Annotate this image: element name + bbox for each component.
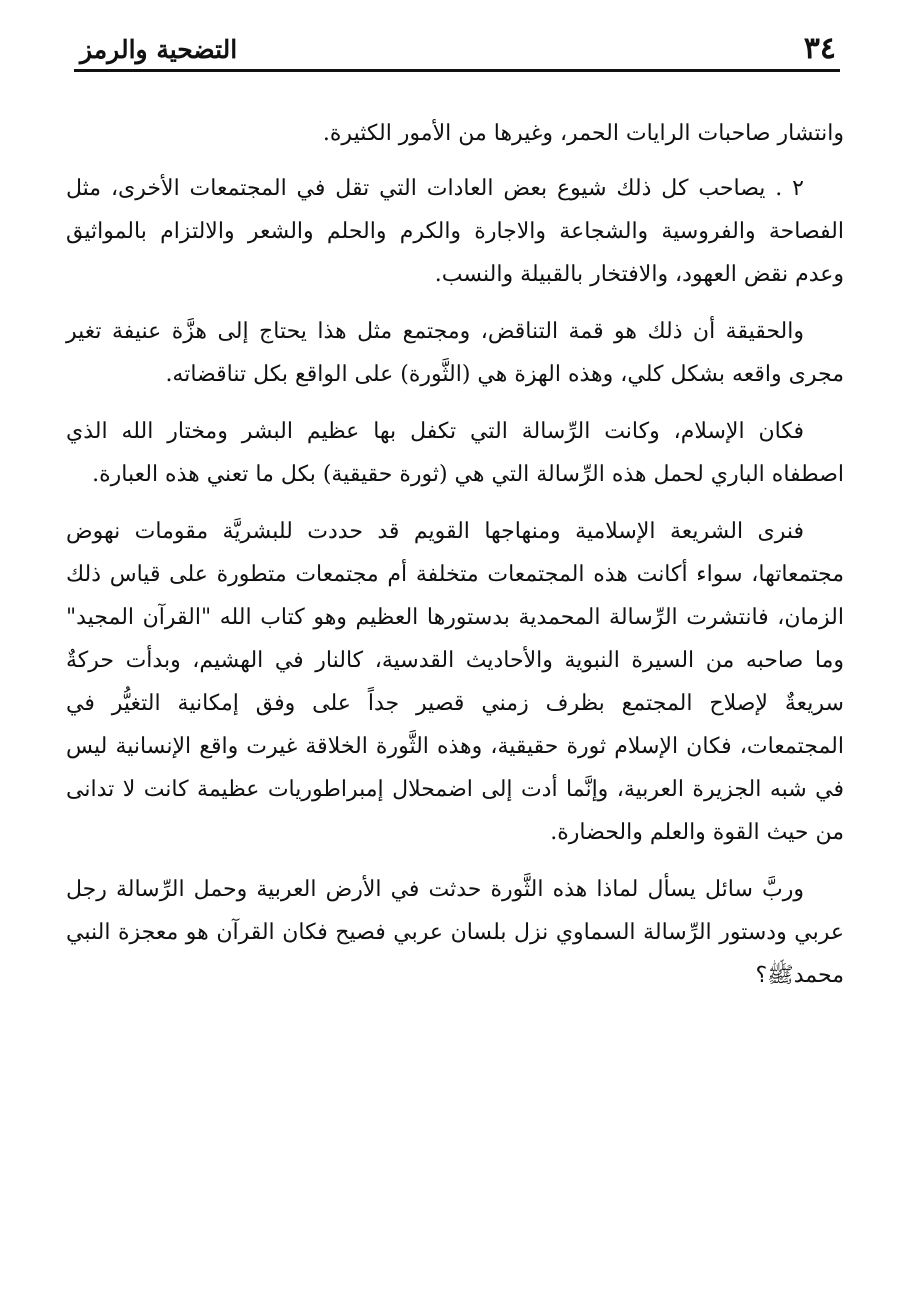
body-text (66, 112, 844, 997)
page-number: ٣٤ (803, 31, 836, 66)
paragraph: ٢ . يصاحب كل ذلك شيوع بعض العادات التي تقل في المجتمعات الأخرى، مثل الفصاحة والفروسية والشجاعة والاجارة والكرم والحلم والشعر والالتزام بالمواثيق وعدم نقض العهود، والافتخار بالقبيلة والنسب. (66, 176, 844, 287)
paragraph: وانتشار صاحبات الرايات الحمر، وغيرها من الأمور الكثيرة. (322, 121, 844, 146)
header-rule (74, 69, 840, 72)
paragraph: والحقيقة أن ذلك هو قمة التناقض، ومجتمع مثل هذا يحتاج إلى هزَّة عنيفة تغير مجرى واقعه بشكل كلي، وهذه الهزة هي (الثَّورة) على الواقع بكل تناقضاته. (66, 319, 844, 387)
paragraph: فنرى الشريعة الإسلامية ومنهاجها القويم قد حددت للبشريَّة مقومات نهوض مجتمعاتها، سواء أكانت هذه المجتمعات متخلفة أم مجتمعات متطورة على قياس ذلك الزمان، فانتشرت الرِّسالة المحمدية بدستورها العظيم وهو كتاب الله "القرآن المجيد" وما صاحبه من السيرة النبوية والأحاديث القدسية، كالنار في الهشيم، وبدأت حركةٌ سريعةٌ لإصلاح المجتمع بظرف زمني قصير جداً على وفق إمكانية التغيُّر في المجتمعات، فكان الإسلام ثورة حقيقية، وهذه الثَّورة الخلاقة غيرت واقع الإنسانية ليس في شبه الجزيرة العربية، وإنَّما أدت إلى اضمحلال إمبراطوريات عظيمة كانت لا تدانى من حيث القوة والعلم والحضارة. (66, 519, 844, 845)
paragraph: وربَّ سائل يسأل لماذا هذه الثَّورة حدثت في الأرض العربية وحمل الرِّسالة رجل عربي ودستور الرِّسالة السماوي نزل بلسان عربي فصيح فكان القرآن هو معجزة النبي محمدﷺ؟ (66, 877, 844, 988)
page-header (74, 22, 840, 72)
running-title: التضحية والرمز (80, 35, 238, 64)
paragraph: فكان الإسلام، وكانت الرِّسالة التي تكفل بها عظيم البشر ومختار الله الذي اصطفاه الباري لحمل هذه الرِّسالة التي هي (ثورة حقيقية) بكل ما تعني هذه العبارة. (66, 419, 844, 487)
